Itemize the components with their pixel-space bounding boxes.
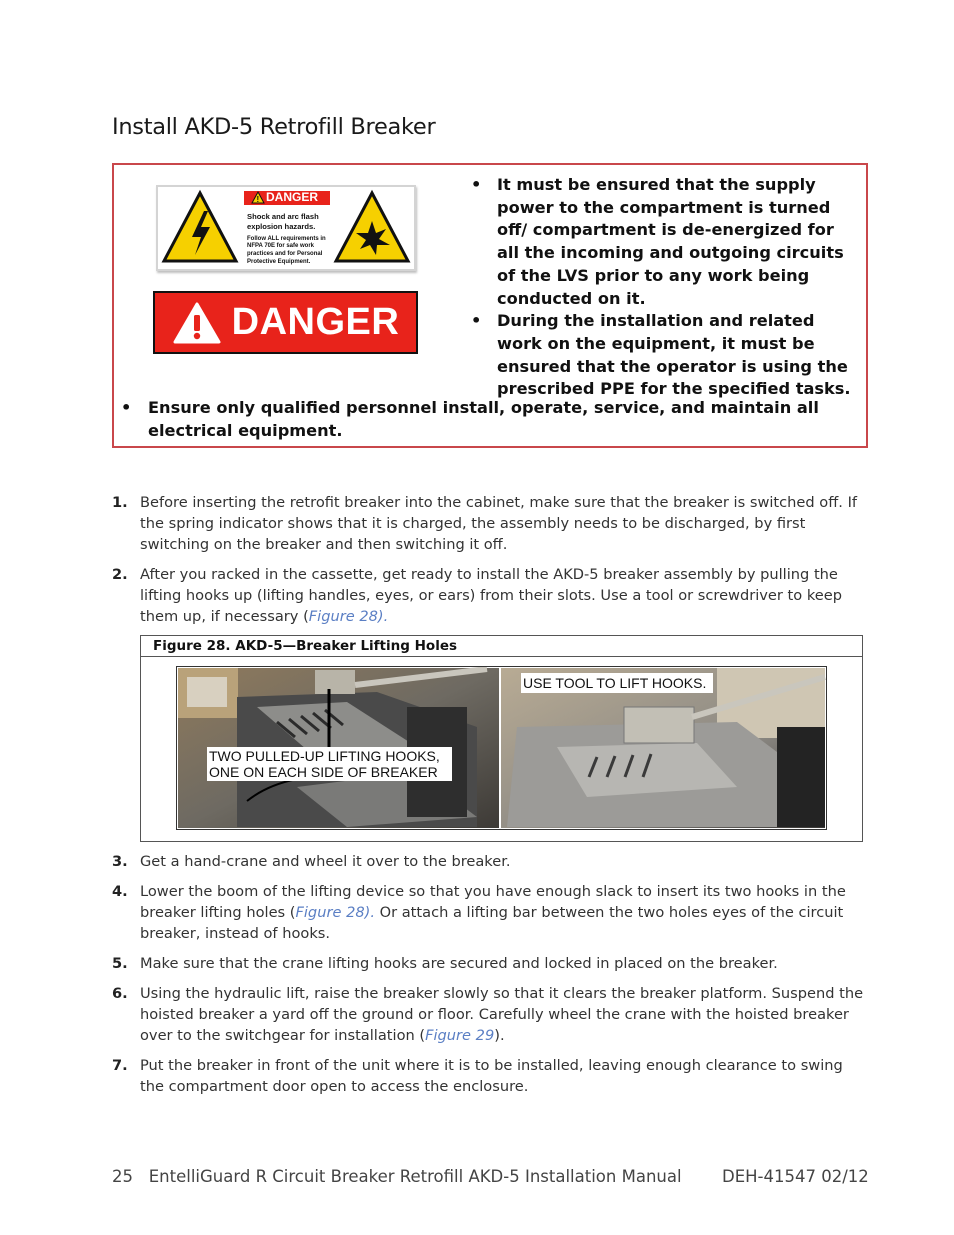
- danger-qualified-bullet: • Ensure only qualified personnel install, operate, service, and maintain all electrical equipment.: [121, 397, 851, 442]
- danger-bullet: • It must be ensured that the supply power to the compartment is turned off/ compartment is de-energized for all the incoming and outgoing circuits of the LVS prior to any work being conducted on it.: [470, 174, 860, 310]
- danger-label-text: Shock and arc flash explosion hazards. Follow ALL requirements in NFPA 70E for safe work practices and for Personal Protective Equipment.: [247, 212, 326, 265]
- step-4: 4. Lower the boom of the lifting device so that you have enough slack to insert its two hooks in the breaker lifting holes (Figure 28). Or attach a lifting bar between the two holes eyes of the circuit breaker, instead of hooks.: [112, 883, 846, 942]
- danger-label-image: [156, 185, 416, 271]
- figure-28-link[interactable]: Figure 28).: [295, 904, 375, 921]
- document-id: DEH-41547 02/12: [722, 1167, 869, 1186]
- step-3: 3. Get a hand-crane and wheel it over to the breaker.: [112, 853, 511, 870]
- warning-triangle-icon: [172, 301, 222, 345]
- footer: [112, 1167, 682, 1186]
- right-callout: USE TOOL TO LIFT HOOKS.: [523, 675, 707, 691]
- danger-label-header: DANGER: [266, 190, 319, 204]
- svg-text:!: !: [256, 195, 260, 204]
- page-number: 25: [112, 1167, 133, 1186]
- danger-sign-text: DANGER: [231, 301, 400, 343]
- page-title: Install AKD-5 Retrofill Breaker: [112, 114, 436, 140]
- danger-bullet: • During the installation and related work on the equipment, it must be ensured that the operator is using the prescribed PPE for the specified tasks.: [470, 310, 860, 401]
- figure-29-link[interactable]: Figure 29: [425, 1027, 495, 1044]
- step-5: 5. Make sure that the crane lifting hooks are secured and locked in placed on the breaker.: [112, 955, 778, 972]
- figure-28-photos: [176, 666, 827, 830]
- step-6: 6. Using the hydraulic lift, raise the breaker slowly so that it clears the breaker platform. Suspend the hoisted breaker a yard off the ground or floor. Carefully wheel the crane with the hoisted breaker over to the switchgear for installation (Figure 29).: [112, 985, 864, 1044]
- manual-title: EntelliGuard R Circuit Breaker Retrofill AKD-5 Installation Manual: [148, 1167, 682, 1186]
- step-7: 7. Put the breaker in front of the unit where it is to be installed, leaving enough clearance to swing the compartment door open to access the enclosure.: [112, 1057, 843, 1095]
- left-callout-line-2: ONE ON EACH SIDE OF BREAKER: [209, 764, 438, 780]
- step-2: 2. After you racked in the cassette, get ready to install the AKD-5 breaker assembly by pulling the lifting hooks up (lifting handles, eyes, or ears) from their slots. Use a tool or screwdriver to keep them up, if necessary (Figure 28).: [112, 566, 842, 625]
- danger-bullet-list: [470, 174, 860, 401]
- left-callout-line-1: TWO PULLED-UP LIFTING HOOKS,: [209, 748, 440, 764]
- figure-caption: Figure 28. AKD-5—Breaker Lifting Holes: [141, 636, 862, 657]
- figure-28-link[interactable]: Figure 28).: [308, 608, 389, 625]
- step-1: 1. Before inserting the retrofit breaker into the cabinet, make sure that the breaker is switched off. If the spring indicator shows that it is charged, the assembly needs to be discharged, by first switching on the breaker and then switching it off.: [112, 494, 858, 553]
- danger-sign: [153, 291, 418, 354]
